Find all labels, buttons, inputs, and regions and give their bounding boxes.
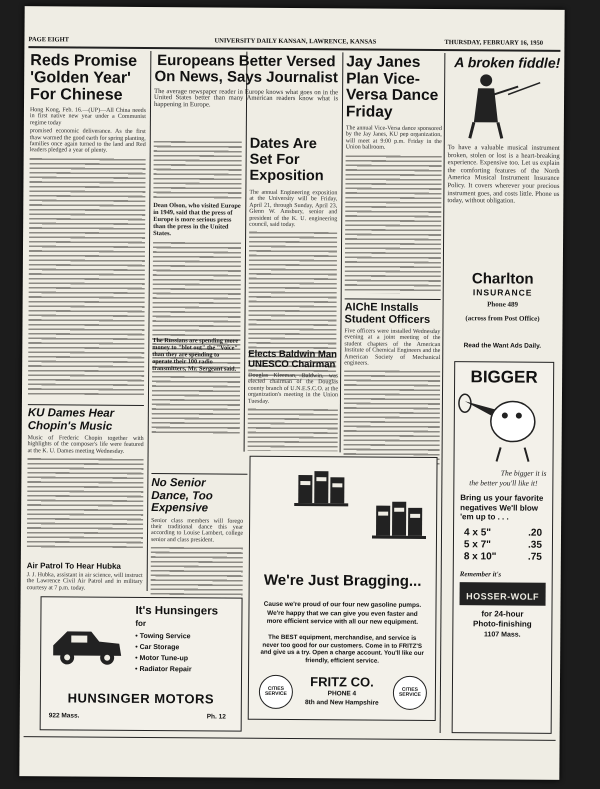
paper-name: UNIVERSITY DAILY KANSAN, LAWRENCE, KANSAS — [214, 37, 377, 46]
headline: A broken fiddle! — [454, 54, 561, 71]
ad-copy: The BEST equipment, merchandise, and service is never too good for our customers. Come in to FRITZ'S and give us a try. Open a charge account. You'll like our friendly, efficient service. — [260, 633, 424, 665]
article-lead: Music of Frederic Chopin together with highlights of the composer's life were featured at the K. U. Dames meeting Wednesday. — [27, 435, 144, 455]
cities-service-logo: CITIES SERVICE — [259, 675, 293, 709]
ad-hunsinger — [40, 596, 243, 731]
ad-copy: Cause we're proud of our four new gasoline pumps. — [263, 600, 422, 609]
gas-pumps-illustration — [250, 457, 437, 568]
headline: Europeans Better Versed On News, Says Journalist — [154, 52, 338, 87]
article-senior-dance — [151, 477, 244, 596]
article-lead: Douglas Kleeman, Baldwin, was elected chairman of the Douglas county branch of U.N.E.S.C.O. at the organization's meeting in the Union Tuesday. — [247, 372, 339, 405]
divider — [345, 298, 441, 300]
list-item: • Radiator Repair — [135, 665, 192, 674]
bottom-rule — [24, 736, 556, 741]
headline: It's Hunsingers — [135, 604, 219, 618]
headline: No Senior Dance, Too Expensive — [151, 477, 213, 515]
article-lead: Five officers were installed Wednesday evening at a joint meeting of the student chapters of the American Institute of Chemical Engineers and the American Society of Mechanical engineers. — [344, 328, 441, 367]
ad-bigger — [452, 361, 555, 734]
ad-copy: Bring us your favorite negatives We'll blow 'em up to . . . — [460, 493, 544, 522]
ad-copy: We're happy that we can give you even faster and more efficient service with all our new equipment. — [266, 609, 419, 626]
list-item: • Car Storage — [135, 643, 180, 652]
price-row: 4 x 5" .20 — [463, 526, 543, 539]
price-row: 5 x 7" .35 — [463, 538, 542, 551]
article-ku-dames — [27, 407, 144, 549]
ad-fritz — [248, 456, 438, 721]
headline: Elects Baldwin Man UNESCO Chairman — [248, 348, 337, 371]
headline: AIChE Installs Student Officers — [344, 301, 431, 326]
article-lead: The average newspaper reader in Europe knows what goes on in the United States better than many American readers know what is happening in Europe. — [153, 88, 339, 109]
divider — [28, 404, 144, 406]
body-text-columns — [344, 369, 441, 466]
phone: Phone 489 — [487, 299, 519, 309]
headline: Air Patrol To Hear Hubka — [26, 561, 121, 571]
cities-service-logo: CITIES SERVICE — [393, 676, 427, 710]
headline: Reds Promise 'Golden Year' For Chinese — [30, 52, 138, 104]
divider — [151, 473, 247, 475]
price-list — [464, 528, 542, 563]
address: 1107 Mass. — [483, 630, 521, 639]
issue-date: THURSDAY, FEBRUARY 16, 1950 — [444, 39, 544, 47]
article-jay-janes — [345, 54, 443, 293]
service-line: for 24-hour — [481, 608, 524, 619]
body-text-columns — [151, 545, 243, 596]
address: (across from Post Office) — [465, 313, 540, 323]
article-baldwin — [248, 350, 339, 452]
article-lead: Senior class members will forego their traditional dance this year according to Louise Lambert, college senior and class president. — [150, 517, 244, 544]
newspaper-page — [19, 6, 564, 780]
body-text-columns — [248, 407, 338, 452]
headline: Jay Janes Plan Vice-Versa Dance Friday — [345, 53, 439, 121]
price-row: 8 x 10" .75 — [463, 550, 542, 563]
tow-truck-illustration — [47, 605, 127, 676]
article-dates — [248, 136, 338, 381]
body-text-columns — [345, 153, 442, 294]
shop-logo: HOSSER-WOLF — [460, 582, 546, 606]
headline: BIGGER — [470, 367, 538, 387]
address: 922 Mass. — [48, 712, 80, 720]
tagline: the better you'll like it! — [469, 478, 538, 488]
business-name: FRITZ CO. — [310, 674, 374, 690]
subhead: Dean Olson, who visited Europe in 1949, said that the press of Europe is more serious press than the press in the United States. — [153, 202, 241, 238]
service-line: Photo-finishing — [473, 618, 532, 629]
article-aiche — [344, 301, 441, 465]
article-body: promised economic deliverance. As the first thaw warmed the good earth for spring planting, families once again turned to the land and Red leaders pledged a year of plenty. — [29, 128, 146, 155]
body-text-columns — [28, 156, 146, 397]
list-item: • Towing Service — [135, 632, 191, 641]
column-rule — [244, 52, 248, 452]
remember-label: Remember it's — [459, 569, 502, 578]
service-list — [135, 631, 235, 676]
phone: Ph. 12 — [206, 713, 226, 721]
want-ads-note: Read the Want Ads Daily. — [463, 342, 542, 350]
business-name: Charlton — [471, 270, 534, 288]
list-item: • Motor Tune-up — [135, 654, 189, 663]
ad-fiddle — [447, 55, 560, 206]
ad-copy: To have a valuable musical instrument broken, stolen or lost is a heart-breaking experience. Expensive too. Let us explain the comforting features of the North America Musical Instrument Insurance Policy. It covers wherever your precious instrument goes, and costs little. Phone us today, without obligation. — [447, 144, 560, 205]
insurance-label: INSURANCE — [472, 287, 533, 298]
headline: We're Just Bragging... — [263, 571, 422, 590]
business-name: HUNSINGER MOTORS — [67, 690, 215, 707]
article-lead: J. J. Hubka, assistant in air science, will instruct the Lawrence Civil Air Patrol and in military courtesy at 7 p.m. today. — [26, 572, 143, 592]
subhead: The Russians are spending more money to "blot out" the "Voice" than they are spending to operate their 100 radio transmitters, Mr. Sergeant said. — [152, 337, 239, 373]
body-text-columns — [27, 456, 144, 549]
page-number: PAGE EIGHT — [28, 36, 69, 44]
article-lead: Hong Kong, Feb. 16.—(UP)—All China needs in first native new year under a Communist regime today — [29, 107, 146, 127]
article-lead: The annual Engineering exposition at the University will be Friday, April 21, through Sunday, April 23, Glenn W. Amsbury, senior and president of the K. U. engineering council, said today. — [249, 189, 338, 229]
for-label: for — [135, 618, 147, 628]
tagline: The bigger it is — [500, 468, 547, 478]
article-reds — [28, 52, 146, 397]
headline: Dates Are Set For Exposition — [249, 135, 324, 185]
article-lead: The annual Vice-Versa dance sponsored by the Jay Janes, KU pep organization, will meet at 9:00 p.m. Friday in the Union ballroom. — [345, 125, 442, 151]
trumpet-cartoon-illustration — [455, 385, 554, 466]
ad-charlton — [447, 271, 559, 322]
column-rule — [340, 52, 344, 452]
article-europeans-col2 — [152, 337, 241, 435]
phone: PHONE 4 — [327, 690, 357, 698]
headline: KU Dames Hear Chopin's Music — [27, 407, 115, 433]
article-europeans — [154, 53, 338, 110]
article-air-patrol — [27, 562, 143, 592]
address: 8th and New Hampshire — [304, 699, 379, 707]
fiddler-illustration — [448, 70, 560, 141]
